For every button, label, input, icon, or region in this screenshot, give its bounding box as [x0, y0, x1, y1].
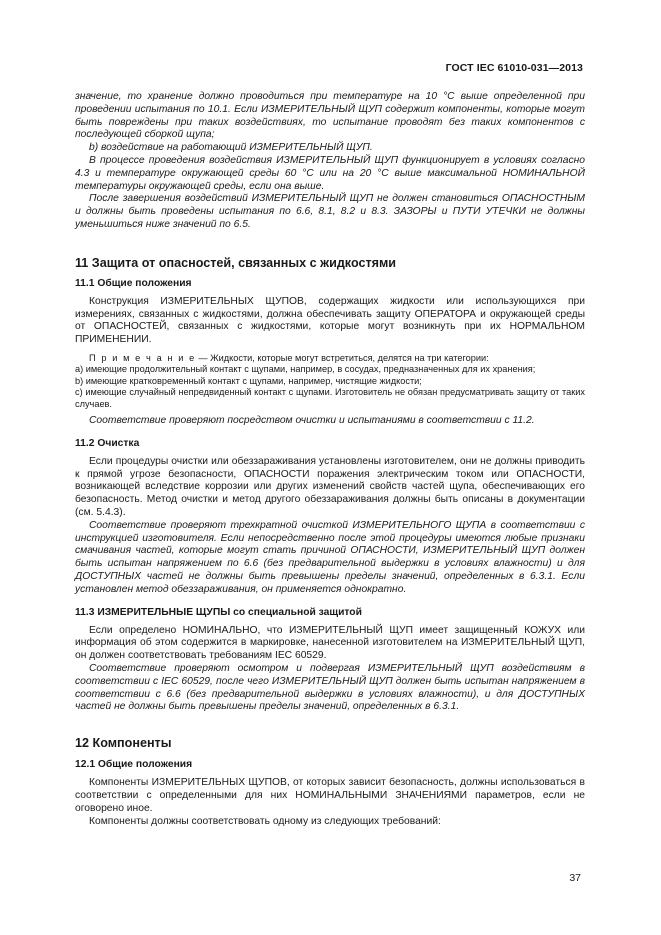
note-item-c: c) имеющие случайный непредвиденный контакт с щупами. Изготовитель не обязан предусматривать защиту от таких случаев.: [75, 387, 585, 409]
subsection-11-3-heading: 11.3 ИЗМЕРИТЕЛЬНЫЕ ЩУПЫ со специальной защитой: [75, 606, 362, 618]
compliance-paragraph: Соответствие проверяют посредством очистки и испытаниями в соответствии с 11.2.: [89, 414, 535, 426]
paragraph: Если процедуры очистки или обеззараживания установлены изготовителем, они не должны приводить к прямой угрозе безопасности, ОПАСНОСТИ поражения электрическим током или ОПАСНОСТИ, возникающей вследствие коррозии или других изменений свойств частей щупа, обеспечивающих его безопасность. Метод очистки и метод другого обеззараживания должны быть описаны в документации (см. 5.4.3).: [75, 455, 585, 518]
subsection-12-1-heading: 12.1 Общие положения: [75, 759, 193, 771]
note-label: П р и м е ч а н и е: [89, 352, 196, 363]
compliance-paragraph: Соответствие проверяют осмотром и подвергая ИЗМЕРИТЕЛЬНЫЙ ЩУП воздействиям в соответствии с IEC 60529, после чего ИЗМЕРИТЕЛЬНЫЙ ЩУП должен быть испытан напряжением в соответствии с 6.6 (без предварительной выдержки в условиях влажности), и для ДОСТУПНЫХ частей не должны быть превышены пределы значений, определенных в 6.3.1.: [75, 662, 585, 713]
compliance-paragraph: Соответствие проверяют трехкратной очисткой ИЗМЕРИТЕЛЬНОГО ЩУПА в соответствии с инструкцией изготовителя. Если непосредственно после этой процедуры имеются любые признаки смачивания частей, которые могут стать причиной ОПАСНОСТИ, ИЗМЕРИТЕЛЬНЫЙ ЩУП должен быть испытан напряжением по 6.6 (без предварительной выдержки в условиях влажности) и для ДОСТУПНЫХ частей не должны быть превышены пределы значений, определенных в 6.3.1. Если установлен метод обеззараживания, он применяется однократно.: [75, 519, 585, 595]
paragraph: Конструкция ИЗМЕРИТЕЛЬНЫХ ЩУПОВ, содержащих жидкости или использующихся при измерениях, связанных с жидкостями, должна обеспечивать защиту ОПЕРАТОРА и окружающей среды от ОПАСНОСТЕЙ, связанных с жидкостями, которые могут возникнуть при их НОРМАЛЬНОМ ПРИМЕНЕНИИ.: [75, 295, 585, 346]
standard-number: ГОСТ IEC 61010-031—2013: [445, 62, 583, 74]
note: [75, 353, 585, 410]
note-item-b: b) имеющие кратковременный контакт с щупами, например, чистящие жидкости;: [75, 375, 422, 386]
intro-paragraph: b) воздействие на работающий ИЗМЕРИТЕЛЬНЫЙ ЩУП.: [89, 142, 373, 154]
paragraph: Если определено НОМИНАЛЬНО, что ИЗМЕРИТЕЛЬНЫЙ ЩУП имеет защищенный КОЖУХ или информация об этом содержится в маркировке, нанесенной изготовителем на ИЗМЕРИТЕЛЬНЫЙ ЩУП, он должен соответствовать требованиям IEC 60529.: [75, 624, 585, 662]
intro-paragraph: В процессе проведения воздействия ИЗМЕРИТЕЛЬНЫЙ ЩУП функционирует в условиях согласно 4.3 и температуре окружающей среды 60 °С или на 20 °С выше максимальной НОМИНАЛЬНОЙ температуры окружающей среды, если она выше.: [75, 154, 585, 192]
subsection-11-2-heading: 11.2 Очистка: [75, 437, 140, 449]
intro-paragraph: После завершения воздействий ИЗМЕРИТЕЛЬНЫЙ ЩУП не должен становиться ОПАСНОСТНЫМ и должны быть проведены испытания по 6.6, 8.1, 8.2 и 8.3. ЗАЗОРЫ и ПУТИ УТЕЧКИ не должны уменьшиться ниже значений по 6.5.: [75, 193, 585, 230]
note-text: — Жидкости, которые могут встретиться, делятся на три категории:: [195, 352, 489, 363]
section-12-heading: 12 Компоненты: [75, 736, 172, 751]
paragraph: Компоненты ИЗМЕРИТЕЛЬНЫХ ЩУПОВ, от которых зависит безопасность, должны использоваться в соответствии с определенными для них НОМИНАЛЬНЫМИ ЗНАЧЕНИЯМИ параметров, если не оговорено иное.: [75, 777, 585, 814]
section-11-heading: 11 Защита от опасностей, связанных с жидкостями: [75, 255, 397, 270]
page-content: [75, 91, 585, 828]
note-intro: [75, 353, 585, 364]
paragraph: Компоненты должны соответствовать одному из следующих требований:: [89, 815, 441, 827]
note-item-a: a) имеющие продолжительный контакт с щупами, например, в сосудах, предназначенных для их хранения;: [75, 364, 536, 375]
subsection-11-1-heading: 11.1 Общие положения: [75, 277, 192, 289]
page-number: 37: [569, 872, 581, 884]
intro-paragraph: значение, то хранение должно проводиться при температуре на 10 °С выше определенной при проведении испытания по 10.1. Если ИЗМЕРИТЕЛЬНЫЙ ЩУП содержит компоненты, которые могут быть повреждены при таких воздействиях, то испытание проводят без таких компонентов с последующей сборкой щупа;: [75, 91, 585, 141]
